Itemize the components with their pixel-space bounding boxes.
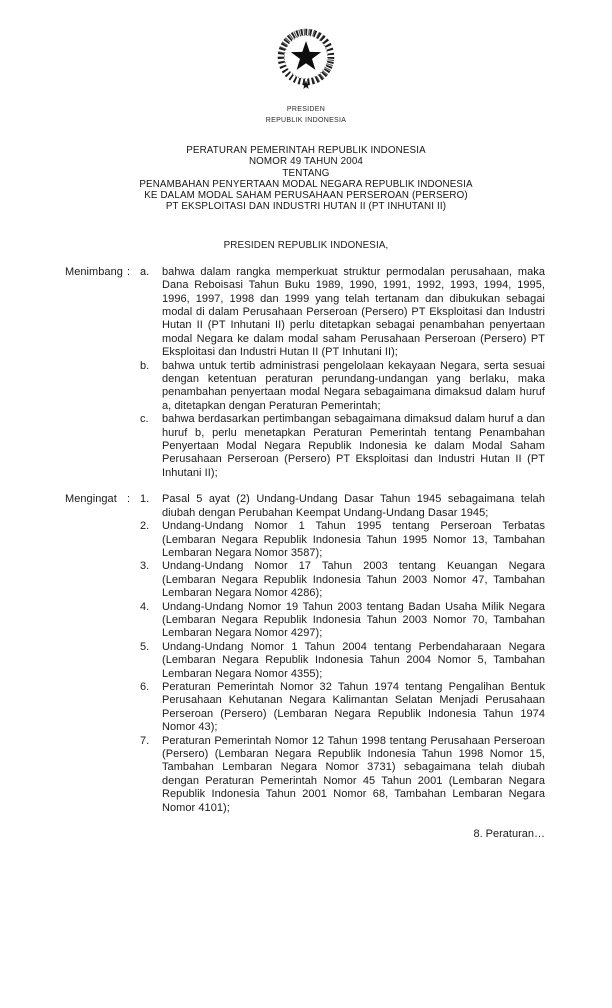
mengingat-item-2 xyxy=(140,520,545,560)
logo-caption-line2: REPUBLIK INDONESIA xyxy=(265,116,347,124)
mengingat-item-4 xyxy=(140,601,545,641)
title-line-tentang: TENTANG xyxy=(282,167,330,179)
title-line-subject-1: PENAMBAHAN PENYERTAAN MODAL NEGARA REPUBLIK INDONESIA xyxy=(139,178,473,190)
item-marker: 5. xyxy=(140,640,150,653)
menimbang-label: Menimbang xyxy=(65,265,123,278)
mengingat-item-6 xyxy=(140,681,545,735)
mengingat-item-3 xyxy=(140,560,545,600)
title-line-number: NOMOR 49 TAHUN 2004 xyxy=(248,156,364,168)
item-marker: 2. xyxy=(140,520,150,533)
item-marker: 7. xyxy=(140,734,150,747)
star-icon xyxy=(291,41,321,70)
title-line-subject-3: PT EKSPLOITASI DAN INDUSTRI HUTAN II (PT INHUTANI II) xyxy=(165,201,447,213)
item-marker: 1. xyxy=(140,493,150,506)
presidential-seal xyxy=(0,0,612,126)
item-marker: 4. xyxy=(140,600,150,613)
mengingat-item-7 xyxy=(140,735,545,815)
menimbang-item-a xyxy=(140,266,545,360)
mengingat-section xyxy=(65,493,545,815)
mengingat-item-1 xyxy=(140,493,545,520)
item-text: Peraturan Pemerintah Nomor 12 Tahun 1998 tentang Perusahaan Perseroan (Persero) (Lembaran Negara Republik Indonesia Tahun 1998 Nomor 15, Tambahan Lembaran Negara Nomor 3731) sebagaimana telah diubah dengan Peraturan Pemerintah Nomor 45 Tahun 2001 (Lembaran Negara Republik Indonesia Tahun 2001 Nomor 68, Tambahan Lembaran Negara Nomor 4101); xyxy=(162,734,545,814)
item-marker: 3. xyxy=(140,560,150,573)
logo-caption-line1: PRESIDEN xyxy=(286,106,326,113)
title-line-subject-2: KE DALAM MODAL SAHAM PERUSAHAAN PERSEROAN (PERSERO) xyxy=(144,190,468,202)
item-marker: a. xyxy=(140,265,150,278)
item-text: bahwa berdasarkan pertimbangan sebagaimana dimaksud dalam huruf a dan huruf b, perlu menetapkan Peraturan Pemerintah tentang Penambahan Penyertaan Modal Negara Republik Indonesia ke dalam Modal Saham Perusahaan Perseroan (Persero) PT Eksploitasi dan Industri Hutan II (PT Inhutani II); xyxy=(162,413,545,479)
menimbang-items xyxy=(140,266,545,481)
mengingat-label: Mengingat xyxy=(65,493,117,506)
menimbang-item-b xyxy=(140,360,545,414)
presidential-seal-icon xyxy=(273,26,339,94)
menimbang-section xyxy=(65,266,545,481)
menimbang-colon: : xyxy=(127,265,131,278)
mengingat-items xyxy=(140,493,545,815)
logo-caption xyxy=(0,105,612,126)
item-marker: b. xyxy=(140,359,150,372)
item-text: Pasal 5 ayat (2) Undang-Undang Dasar Tahun 1945 sebagaimana telah diubah dengan Perubahan Keempat Undang-Undang Dasar 1945; xyxy=(162,493,545,519)
catchword: 8. Peraturan… xyxy=(473,828,545,841)
salutation: PRESIDEN REPUBLIK INDONESIA, xyxy=(223,239,389,251)
item-text: Undang-Undang Nomor 17 Tahun 2003 tentang Keuangan Negara (Lembaran Negara Republik Indonesia Tahun 2003 Nomor 47, Tambahan Lembaran Negara Nomor 4286); xyxy=(162,560,545,600)
item-marker: 6. xyxy=(140,680,150,693)
document-body xyxy=(65,266,545,815)
document-title xyxy=(0,145,612,213)
menimbang-item-c xyxy=(140,413,545,480)
item-text: Undang-Undang Nomor 19 Tahun 2003 tentang Badan Usaha Milik Negara (Lembaran Negara Republik Indonesia Tahun 2003 Nomor 70, Tambahan Lembaran Negara Nomor 4297); xyxy=(162,600,545,640)
item-text: Undang-Undang Nomor 1 Tahun 1995 tentang Perseroan Terbatas (Lembaran Negara Republik Indonesia Tahun 1995 Nomor 13, Tambahan Lembaran Negara Nomor 3587); xyxy=(162,520,545,559)
title-line-regulation: PERATURAN PEMERINTAH REPUBLIK INDONESIA xyxy=(186,145,426,156)
item-text: bahwa dalam rangka memperkuat struktur permodalan perusahaan, maka Dana Reboisasi Tahun Buku 1989, 1990, 1991, 1992, 1993, 1994, 1995, 1996, 1997, 1998 dan 1999 yang telah tertanam dan dibukukan sebagai modal di dalam Perusahaan Perseroan (Persero) PT Eksploitasi dan Industri Hutan II (PT Inhutani II) perlu ditetapkan sebagai penambahan penyertaan modal Negara ke dalam modal saham Perusahaan Perseroan (Persero) PT Eksploitasi dan Industri Hutan II (PT Inhutani II); xyxy=(162,265,545,359)
mengingat-colon: : xyxy=(127,493,131,506)
item-marker: c. xyxy=(140,413,149,426)
item-text: Undang-Undang Nomor 1 Tahun 2004 tentang Perbendaharaan Negara (Lembaran Negara Republik Indonesia Tahun 2004 Nomor 5, Tambahan Lembaran Negara Nomor 4355); xyxy=(162,640,545,680)
item-text: bahwa untuk tertib administrasi pengelolaan kekayaan Negara, serta sesuai dengan ketentuan peraturan perundang-undangan yang berlaku, maka penambahan penyertaan modal Negara sebagaimana dimaksud dalam huruf a, ditetapkan dengan Peraturan Pemerintah; xyxy=(162,359,545,412)
mengingat-item-5 xyxy=(140,641,545,681)
item-text: Peraturan Pemerintah Nomor 32 Tahun 1974 tentang Pengalihan Bentuk Perusahaan Kehutanan Negara Kalimantan Selatan Menjadi Perusahaan Perseroan (Persero) (Lembaran Negara Republik Indonesia Tahun 1974 Nomor 43); xyxy=(162,680,545,734)
